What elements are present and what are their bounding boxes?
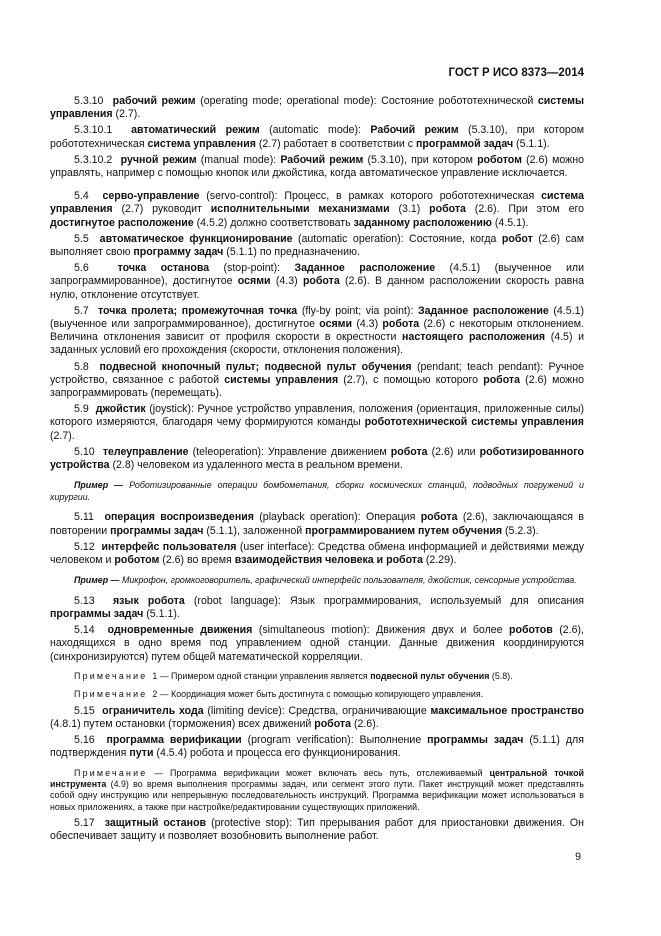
term-entry-5-10: 5.10 телеуправление (teleoperation): Управление движением робота (2.6) или роботизированного устройства (2.8) человеком из удаленного места в реальном времени.	[50, 445, 585, 472]
term-entry-5-5: 5.5 автоматическое функционирование (automatic operation): Состояние, когда робот (2.6) сам выполняет свою программу задач (5.1.1) по предназначению.	[50, 232, 584, 259]
example-5-10: Пример — Роботизированные операции бомбометания, сборки космических станций, подводных погружений и хирургии.	[50, 480, 584, 502]
term-entry-5-12: 5.12 интерфейс пользователя (user interface): Средства обмена информацией и действиями между человеком и роботом (2.6) во время взаимодействия человека и робота (2.29).	[50, 540, 585, 567]
term-entry-5-8: 5.8 подвесной кнопочный пульт; подвесной пульт обучения (pendant; teach pendant): Ручное устройство, связанное с работой системы управления (2.7), с помощью которого робота (2.6) можно запрограммировать (перемещать).	[50, 360, 585, 400]
note-5-14-2: Примечание 2 — Координация может быть достигнута с помощью копирующего управления.	[74, 689, 484, 700]
standard-header: ГОСТ Р ИСО 8373—2014	[448, 67, 584, 79]
term-entry-5-3-10: 5.3.10 рабочий режим (operating mode; operational mode): Состояние робототехнической системы управления (2.7).	[50, 95, 584, 121]
term-entry-5-6: 5.6 точка останова (stop-point): Заданное расположение (4.5.1) (выученное или запрограммированное), достигнутое осями (4.3) робота (2.6). В данном расположении скорость равна нулю, отклонение отсутствует.	[50, 262, 585, 301]
note-5-16: Примечание — Программа верификации может включать весь путь, отслеживаемый центральной точкой инструмента (4.9) во время выполнения программы задач, или сегмент этого пути. Пакет инструкций может представлять собой одну инструкцию или непрерывную последовательность инструкций. Программа верификации может использоваться в новых приложениях, а также при настройке/редактировании существующих приложений.	[50, 767, 584, 812]
term-entry-5-17: 5.17 защитный останов (protective stop): Тип прерывания работ для приостановки движения. Он обеспечивает защиту и позволяет возобновить выполнение работ.	[50, 817, 585, 843]
term-entry-5-3-10-1: 5.3.10.1 автоматический режим (automatic mode): Рабочий режим (5.3.10), при котором робототехническая система управления (2.7) работает в соответствии с программой задач (5.1.1).	[50, 124, 584, 150]
term-entry-5-3-10-2: 5.3.10.2 ручной режим (manual mode): Рабочий режим (5.3.10), при котором роботом (2.6) можно управлять, например с помощью кнопок или джойстика, когда автоматическое управление исключается.	[50, 153, 584, 180]
term-entry-5-13: 5.13 язык робота (robot language): Язык программирования, используемый для описания программы задач (5.1.1).	[50, 594, 584, 621]
term-entry-5-7: 5.7 точка пролета; промежуточная точка (fly-by point; via point): Заданное расположение (4.5.1) (выученное или запрограммированное), достигнутое осями (4.3) робота (2.6) с некоторым отклонением. Величина отклонения зависит от профиля скорости в окрестности настоящего расположения (4.5) и заданных условий его прохождения (скорости, отклонения положения).	[50, 304, 584, 357]
term-entry-5-9: 5.9 джойстик (joystick): Ручное устройство управления, положения (ориентация, приложенные силы) которого измеряются, благодаря чему формируются команды робототехнической системы управления (2.7).	[50, 403, 584, 442]
term-entry-5-14: 5.14 одновременные движения (simultaneous motion): Движения двух и более роботов (2.6), находящихся в одно время под управлением одной станции. Данные движения координируются (синхронизируются) путем общей математической корреляции.	[50, 624, 585, 663]
page-number: 9	[575, 851, 581, 863]
example-5-12: Пример — Микрофон, громкоговоритель, графический интерфейс пользователя, джойстик, сенсорные устройства.	[74, 575, 577, 586]
term-entry-5-16: 5.16 программа верификации (program verification): Выполнение программы задач (5.1.1) для подтверждения пути (4.5.4) робота и процесса его функционирования.	[50, 734, 584, 760]
term-entry-5-15: 5.15 ограничитель хода (limiting device): Средства, ограничивающие максимальное пространство (4.8.1) путем остановки (торможения) всех движений робота (2.6).	[50, 704, 584, 730]
note-5-14-1: Примечание 1 — Примером одной станции управления является подвесной пульт обучения (5.8).	[74, 670, 513, 681]
term-entry-5-11: 5.11 операция воспроизведения (playback operation): Операция робота (2.6), заключающаяся в повторении программы задач (5.1.1), заложенной программированием путем обучения (5.2.3).	[50, 511, 584, 537]
term-entry-5-4: 5.4 серво-управление (servo-control): Процесс, в рамках которого робототехническая система управления (2.7) руководит исполнительными механизмами (3.1) робота (2.6). При этом его достигнутое расположение (4.5.2) должно соответствовать заданному расположению (4.5.1).	[50, 190, 585, 229]
document-body	[50, 95, 584, 844]
